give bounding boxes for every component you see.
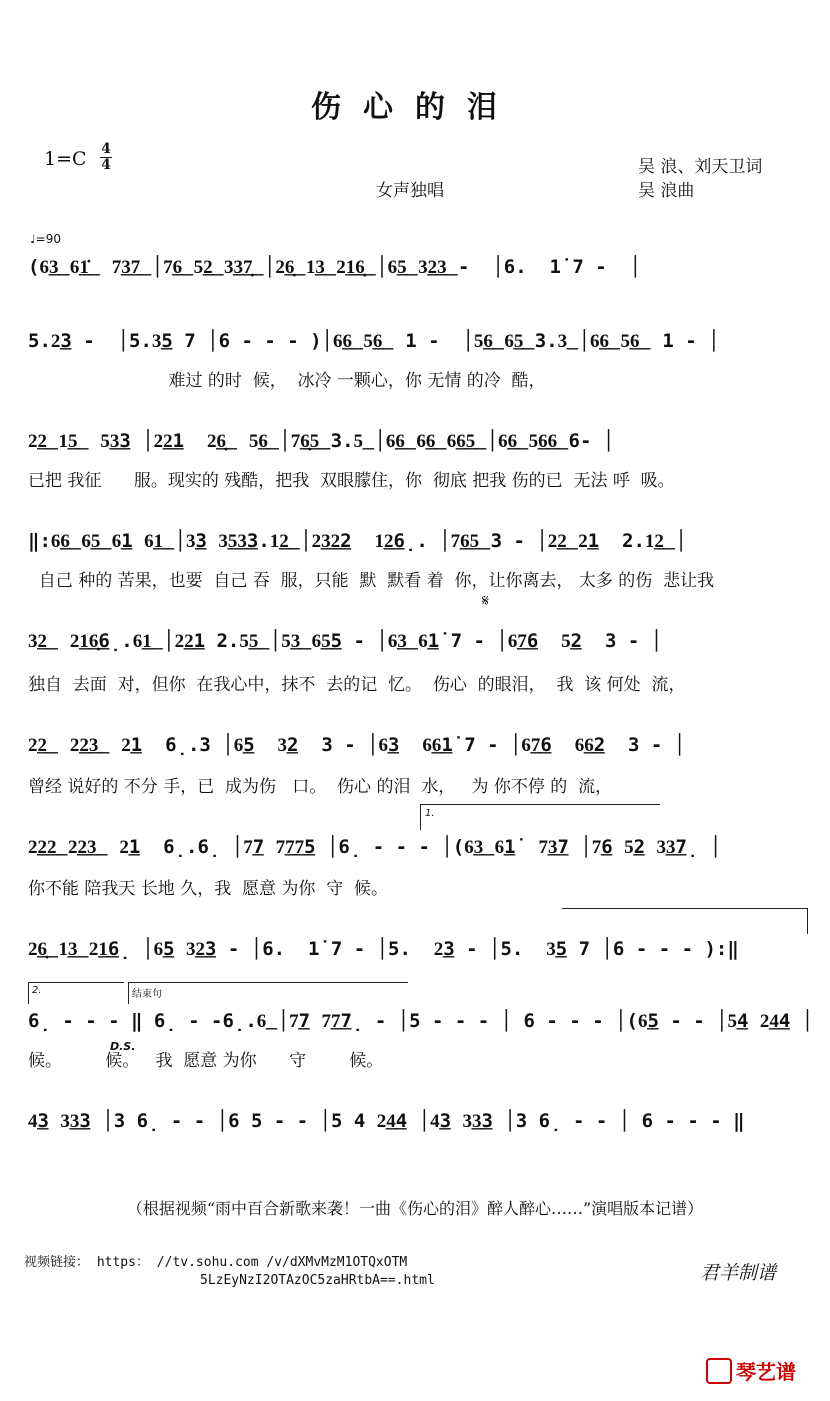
segno-mark: 𝄋 <box>482 591 489 610</box>
volta-1-bracket-continued <box>562 908 808 909</box>
volta-2-bracket <box>28 982 124 983</box>
score-row-4: ‖:6͟6͟ 6͟5͟ 6͟1 6͟1͟ │3͟3 3͟5͟3͟3.1͟2͟ │2͟3͟2͟2 1͟2͟6̣. │7͟6͟5͟ 3 - │2͟2͟ 2͟1 2.1͟2͟ │ <box>28 530 687 552</box>
volta-1-label: 1. <box>425 808 435 819</box>
score-row-6: 2͟2͟ 2͟2͟3͟ 2͟1 6̣.3 │6͟5 3͟2 3 - │6͟3 6͟6͟1̇ 7 - │6͟7͟6 6͟6͟2 3 - │ <box>28 734 686 756</box>
score-row-7: 2͟2͟2͟ 2͟2͟3͟ 2͟1 6̣.6̣ │7͟7 7͟7͟7͟5 │6̣ - - - │(6͟3͟ 6͟1̇ 7͟3͟7 │7͟6 5͟2 3͟3͟7̣ │ <box>28 836 722 858</box>
video-link-line-2: 5LzEyNzI2OTAzOC5zaHRtbA==.html <box>200 1273 435 1288</box>
lyric-row-9: 候。 候。 我 愿意 为你 守 候。 <box>28 1051 384 1071</box>
dal-segno-mark: D.S. <box>110 1040 136 1053</box>
site-logo <box>706 1356 796 1385</box>
lyric-row-7: 你不能 陪我天 长地 久，我 愿意 为你 守 候。 <box>28 879 389 899</box>
ending-label: 结束句 <box>132 989 162 1000</box>
score-row-9: 6̣ - - - ‖ 6̣ - -6̣.6͟ │7͟7 7͟7͟7̣ - │5 - - - │ 6 - - - │(6͟5 - - │5͟4 2͟4͟4 │ <box>28 1010 814 1032</box>
lyric-row-5: 独自 去面 对，但你 在我心中，抹不 去的记 忆。 伤心 的眼泪， 我 该 何处 流， <box>28 675 686 695</box>
ending-bracket <box>128 982 408 983</box>
transcriber-signature: 君羊制谱 <box>700 1262 777 1284</box>
lyric-row-2: 难过 的时 候， 冰冷 一颗心，你 无情 的冷 酷， <box>28 371 546 391</box>
time-signature <box>100 142 112 173</box>
video-link <box>24 1254 435 1290</box>
score-row-5: 3͟2͟ 2͟1͟6̣͟6̣.6͟1͟ │2͟2͟1 2.5͟5͟ │5͟3͟ 6͟5͟5 - │6͟3͟ 6͟1̇ 7 - │6͟7͟6 5͟2 3 - │ <box>28 630 663 652</box>
ending-bracket-start <box>128 982 129 1004</box>
score-row-2: 5.2͟3 - │5.3͟5 7 │6 - - - )│6͟6͟ 5͟6͟ 1 - │5͟6͟ 6͟5͟ 3.3͟ │6͟6͟ 5͟6͟ 1 - │ <box>28 330 720 352</box>
time-signature-top: 4 <box>101 141 111 157</box>
volta-1-bracket-end <box>807 908 808 934</box>
tempo-marking: ♩=90 <box>30 232 61 246</box>
volta-1-bracket <box>420 804 660 805</box>
score-row-3: 2͟2͟ 1͟5͟ 5͟3͟3 │2͟2͟1 2͟6̣͟ 5͟6͟ │7͟6̣͟5͟ 3.5͟ │6͟6͟ 6͟6͟ 6͟6͟5͟ │6͟6͟ 5͟6͟6͟ 6- │ <box>28 430 615 452</box>
composer-credit: 吴 浪曲 <box>638 181 695 201</box>
volta-2-bracket-start <box>28 982 29 1004</box>
transcription-source: （根据视频“雨中百合新歌来袭！一曲《伤心的泪》醉人醉心……”演唱版本记谱） <box>126 1199 704 1218</box>
lyric-row-6: 曾经 说好的 不分 手，已 成为伤 口。 伤心 的泪 水， 为 你不停 的 流， <box>28 777 613 797</box>
score-row-10: 4͟3 3͟3͟3 │3 6̣ - - │6 5 - - │5 4 2͟4͟4 │4͟3 3͟3͟3 │3 6̣ - - │ 6 - - - ‖ <box>28 1110 745 1132</box>
video-link-line-1: 视频链接： https： //tv.sohu.com /v/dXMvMzM1OTQxOTM <box>24 1255 408 1270</box>
logo-icon <box>706 1358 732 1384</box>
volta-1-bracket-start <box>420 804 421 830</box>
performer: 女声独唱 <box>376 181 444 201</box>
score-row-1: (6͟3͟ 6͟1̇͟ 7͟3͟7͟ │7͟6͟ 5͟2͟ 3͟3͟7̣͟ │2͟6̣͟ 1͟3͟ 2͟1͟6̣͟ │6͟5͟ 3͟2͟3͟ - │6. 1̇ 7 - │ <box>28 256 642 278</box>
lyricist-credit: 吴 浪、刘天卫词 <box>638 157 763 177</box>
song-title: 伤心的泪 <box>311 90 519 125</box>
logo-text: 琴艺谱 <box>736 1360 796 1384</box>
volta-2-label: 2. <box>32 985 42 996</box>
time-signature-bottom: 4 <box>101 157 111 173</box>
lyric-row-3: 已把 我征 服。现实的 残酷，把我 双眼朦住，你 彻底 把我 伤的已 无法 呼 吸。 <box>28 471 675 491</box>
score-row-8: 2͟6̣͟ 1͟3͟ 2͟1͟6̣ │6͟5 3͟2͟3 - │6. 1̇ 7 - │5. 2͟3 - │5. 3͟5 7 │6 - - - ):‖ <box>28 938 739 960</box>
key-signature: 1=C <box>44 148 87 170</box>
lyric-row-4: 自己 种的 苦果，也要 自己 吞 服，只能 默 默看 着 你，让你离去， 太多 的伤 悲让我 <box>28 571 715 591</box>
